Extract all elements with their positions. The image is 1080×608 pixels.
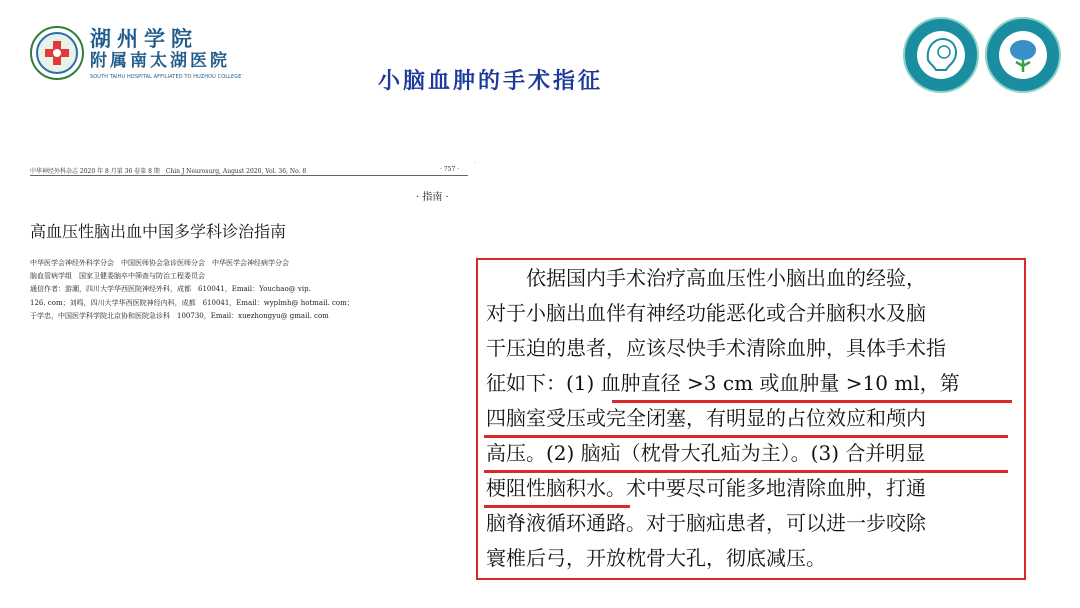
hospital-logo bbox=[30, 24, 242, 86]
underline-mark bbox=[612, 400, 1012, 403]
author-block bbox=[30, 257, 470, 323]
hospital-english-name: SOUTH TAIHU HOSPITAL AFFILIATED TO HUZHOU COLLEGE bbox=[90, 74, 242, 80]
excerpt-line: 寰椎后弓，开放枕骨大孔，彻底减压。 bbox=[486, 546, 826, 570]
page-number: · 757 · bbox=[440, 166, 460, 173]
document-title: 高血压性脑出血中国多学科诊治指南 bbox=[30, 222, 287, 241]
excerpt-line: 四脑室受压或完全闭塞，有明显的占位效应和颅内 bbox=[486, 406, 926, 430]
hospital-name bbox=[90, 28, 230, 72]
author-line: 于学忠，中国医学科学院北京协和医院急诊科 100730，Email：xuezhongyu@ gmail. com bbox=[30, 311, 329, 320]
author-line: 通信作者：游潮，四川大学华西医院神经外科，成都 610041，Email：Youchao@ vip. bbox=[30, 285, 311, 294]
slide-title: 小脑血肿的手术指征 bbox=[378, 69, 604, 94]
excerpt-line: 脑脊液循环通路。对于脑疝患者，可以进一步咬除 bbox=[486, 511, 926, 535]
journal-citation: 中华神经外科杂志 2020 年 8 月第 36 卷第 8 期 Chin J Neurosurg, August 2020, Vol. 36, No. 8 bbox=[30, 168, 307, 175]
excerpt-line: 征如下：(1) 血肿直径 >3 cm 或血肿量 >10 ml，第 bbox=[486, 371, 960, 395]
hospital-name-line1: 湖州学院 bbox=[90, 26, 198, 51]
underline-mark bbox=[484, 470, 1008, 473]
highlighted-excerpt bbox=[476, 258, 1026, 580]
neuro-dept-badge-icon bbox=[984, 16, 1062, 94]
red-mark: · bbox=[474, 160, 476, 167]
header-divider bbox=[30, 175, 468, 176]
underline-mark bbox=[484, 435, 1008, 438]
author-line: 脑血管病学组 国家卫健委脑卒中筛查与防治工程委员会 bbox=[30, 272, 205, 281]
hospital-emblem-icon bbox=[30, 26, 84, 80]
underline-mark bbox=[484, 505, 630, 508]
author-line: 中华医学会神经外科学分会 中国医师协会急诊医师分会 中华医学会神经病学分会 bbox=[30, 259, 289, 267]
hospital-name-line2: 附属南太湖医院 bbox=[90, 51, 230, 71]
department-badges bbox=[902, 16, 1064, 96]
excerpt-line: 梗阻性脑积水。术中要尽可能多地清除血肿，打通 bbox=[486, 476, 926, 500]
excerpt-line: 对于小脑出血伴有神经功能恶化或合并脑积水及脑 bbox=[486, 301, 926, 325]
excerpt-line: 干压迫的患者，应该尽快手术清除血肿，具体手术指 bbox=[486, 336, 946, 360]
excerpt-line: 高压。(2) 脑疝（枕骨大孔疝为主）。(3) 合并明显 bbox=[486, 441, 926, 465]
section-label: · 指南 · bbox=[416, 192, 449, 203]
author-line: 126. com；刘鸣，四川大学华西医院神经内科，成都 610041，Email：wyplmh@ hotmail. com； bbox=[30, 298, 354, 307]
neuro-center-badge-icon bbox=[902, 16, 980, 94]
excerpt-line: 依据国内手术治疗高血压性小脑出血的经验， bbox=[486, 266, 926, 290]
